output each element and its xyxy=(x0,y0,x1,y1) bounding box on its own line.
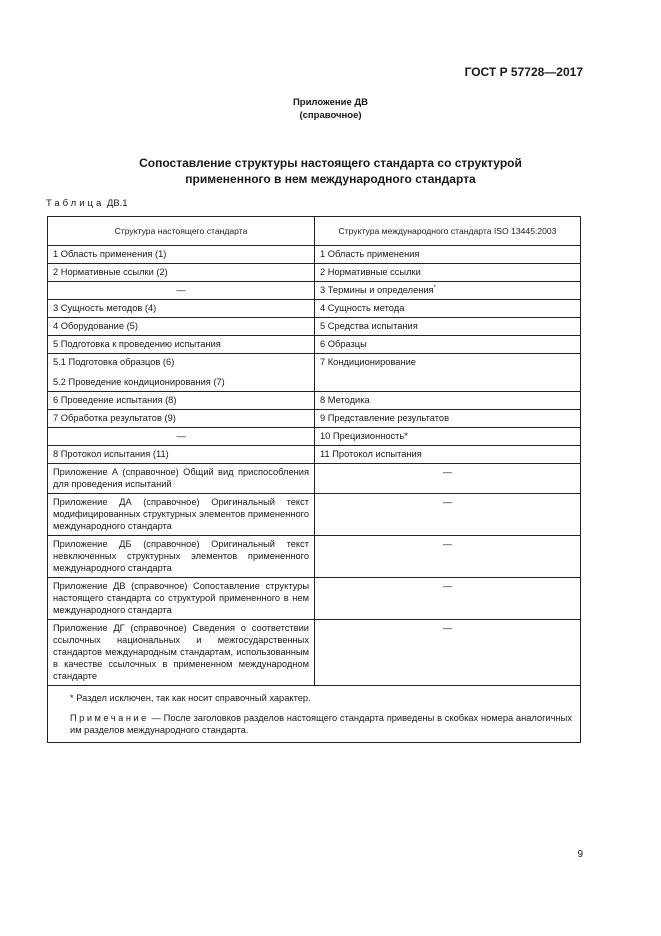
table-notes xyxy=(48,686,581,743)
table-row xyxy=(48,282,581,300)
header-international: Структура международного стандарта ISO 13445:2003 xyxy=(315,217,581,246)
right-cell: — xyxy=(315,620,581,686)
right-cell: 9 Представление результатов xyxy=(315,410,581,428)
right-cell: — xyxy=(315,536,581,578)
footnote-marker: * xyxy=(433,284,436,291)
right-cell: — xyxy=(315,578,581,620)
left-subitem: 5.1 Подготовка образцов (6) xyxy=(53,357,175,367)
header-national: Структура настоящего стандарта xyxy=(48,217,315,246)
right-cell-text: 3 Термины и определения xyxy=(320,285,434,295)
right-cell: 2 Нормативные ссылки xyxy=(315,264,581,282)
table-row xyxy=(48,446,581,464)
left-cell: 2 Нормативные ссылки (2) xyxy=(48,264,315,282)
left-cell: — xyxy=(48,428,315,446)
page-title xyxy=(0,155,661,187)
table-row xyxy=(48,264,581,282)
table-row xyxy=(48,620,581,686)
note-text: — После заголовков разделов настоящего стандарта приведены в скобках номера аналогичных им разделов международного стандарта. xyxy=(70,713,572,735)
left-subitem: 5.2 Проведение кондиционирования (7) xyxy=(53,377,225,387)
table-notes-row xyxy=(48,686,581,743)
right-cell: 1 Область применения xyxy=(315,246,581,264)
page-number: 9 xyxy=(577,849,583,860)
table-label-word: Таблица xyxy=(46,198,105,209)
title-line-2: примененного в нем международного стандарта xyxy=(185,172,476,186)
right-cell: 7 Кондиционирование xyxy=(315,354,581,392)
right-cell: 5 Средства испытания xyxy=(315,318,581,336)
note xyxy=(70,712,572,736)
right-cell: 8 Методика xyxy=(315,392,581,410)
comparison-table xyxy=(47,216,581,743)
table-label xyxy=(46,198,128,209)
table-row xyxy=(48,392,581,410)
footnote: * Раздел исключен, так как носит справочный характер. xyxy=(70,693,311,703)
table-row xyxy=(48,336,581,354)
left-cell: 6 Проведение испытания (8) xyxy=(48,392,315,410)
appendix-heading xyxy=(0,96,661,122)
right-cell xyxy=(315,282,581,300)
left-cell: Приложение ДВ (справочное) Сопоставление структуры настоящего стандарта со структурой примененного в нем международного стандарта xyxy=(48,578,315,620)
right-cell: — xyxy=(315,464,581,494)
left-cell xyxy=(48,354,315,392)
table-row xyxy=(48,318,581,336)
left-cell: Приложение ДГ (справочное) Сведения о соответствии ссылочных национальных и межгосударственных стандартов международным стандартам, использованным в качестве ссылочных в примененном международном стандарте xyxy=(48,620,315,686)
table-row xyxy=(48,464,581,494)
table-row xyxy=(48,536,581,578)
left-cell: Приложение А (справочное) Общий вид приспособления для проведения испытаний xyxy=(48,464,315,494)
document-code: ГОСТ Р 57728—2017 xyxy=(464,65,583,79)
left-cell: 1 Область применения (1) xyxy=(48,246,315,264)
left-cell: — xyxy=(48,282,315,300)
table-row xyxy=(48,578,581,620)
left-cell: 3 Сущность методов (4) xyxy=(48,300,315,318)
table-row xyxy=(48,410,581,428)
right-cell: 4 Сущность метода xyxy=(315,300,581,318)
table-row xyxy=(48,354,581,392)
left-cell: 4 Оборудование (5) xyxy=(48,318,315,336)
appendix-title: Приложение ДВ xyxy=(292,97,369,108)
appendix-type: (справочное) xyxy=(299,110,362,121)
right-cell: — xyxy=(315,494,581,536)
left-cell: Приложение ДА (справочное) Оригинальный текст модифицированных структурных элементов примененного международного стандарта xyxy=(48,494,315,536)
table-row xyxy=(48,428,581,446)
right-cell: 11 Протокол испытания xyxy=(315,446,581,464)
table-label-id: ДВ.1 xyxy=(106,198,128,209)
title-line-1: Сопоставление структуры настоящего стандарта со структурой xyxy=(139,156,522,170)
table-row xyxy=(48,300,581,318)
left-cell: 8 Протокол испытания (11) xyxy=(48,446,315,464)
table-header-row xyxy=(48,217,581,246)
left-cell: 7 Обработка результатов (9) xyxy=(48,410,315,428)
table-row xyxy=(48,494,581,536)
left-cell: 5 Подготовка к проведению испытания xyxy=(48,336,315,354)
table-row xyxy=(48,246,581,264)
note-label: Примечание xyxy=(70,713,149,723)
right-cell: 6 Образцы xyxy=(315,336,581,354)
right-cell: 10 Прецизионность* xyxy=(315,428,581,446)
left-cell: Приложение ДБ (справочное) Оригинальный текст невключенных структурных элементов примененного международного стандарта xyxy=(48,536,315,578)
